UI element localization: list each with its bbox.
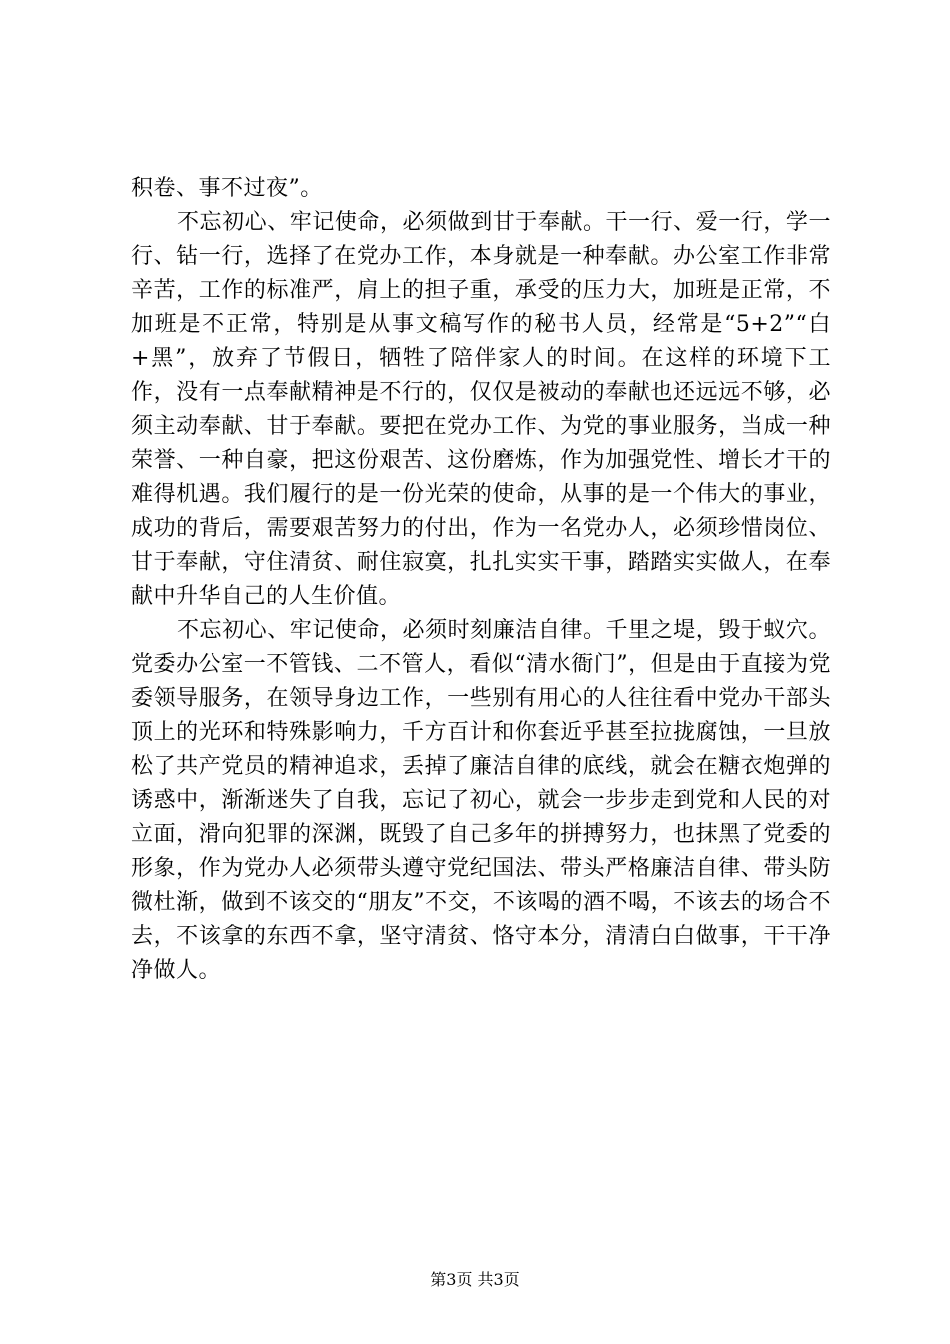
page-footer: 第3页 共3页 xyxy=(430,1270,520,1289)
paragraph: 不忘初心、牢记使命，必须做到甘于奉献。干一行、爱一行，学一行、钻一行，选择了在党办工作，本身就是一种奉献。办公室工作非常辛苦，工作的标准严，肩上的担子重，承受的压力大，加班是正常，不加班是不正常，特别是从事文稿写作的秘书人员，经常是“5+2”“白+黑”，放弃了节假日，牺牲了陪伴家人的时间。在这样的环境下工作，没有一点奉献精神是不行的，仅仅是被动的奉献也还远远不够，必须主动奉献、甘于奉献。要把在党办工作、为党的事业服务，当成一种荣誉、一种自豪，把这份艰苦、这份磨炼，作为加强党性、增长才干的难得机遇。我们履行的是一份光荣的使命，从事的是一个伟大的事业，成功的背后，需要艰苦努力的付出，作为一名党办人，必须珍惜岗位、甘于奉献，守住清贫、耐住寂寞，扎扎实实干事，踏踏实实做人，在奉献中升华自己的人生价值。 xyxy=(131,210,831,609)
paragraph: 不忘初心、牢记使命，必须时刻廉洁自律。千里之堤，毁于蚁穴。党委办公室一不管钱、二不管人，看似“清水衙门”，但是由于直接为党委领导服务，在领导身边工作，一些别有用心的人往往看中党办干部头顶上的光环和特殊影响力，千方百计和你套近乎甚至拉拢腐蚀，一旦放松了共产党员的精神追求，丢掉了廉洁自律的底线，就会在糖衣炮弹的诱惑中，渐渐迷失了自我，忘记了初心，就会一步步走到党和人民的对立面，滑向犯罪的深渊，既毁了自己多年的拼搏努力，也抹黑了党委的形象，作为党办人必须带头遵守党纪国法、带头严格廉洁自律、带头防微杜渐，做到不该交的“朋友”不交，不该喝的酒不喝，不该去的场合不去，不该拿的东西不拿，坚守清贫、恪守本分，清清白白做事，干干净净做人。 xyxy=(131,618,831,983)
paragraph: 积卷、事不过夜”。 xyxy=(131,176,323,201)
document-body xyxy=(131,172,831,988)
